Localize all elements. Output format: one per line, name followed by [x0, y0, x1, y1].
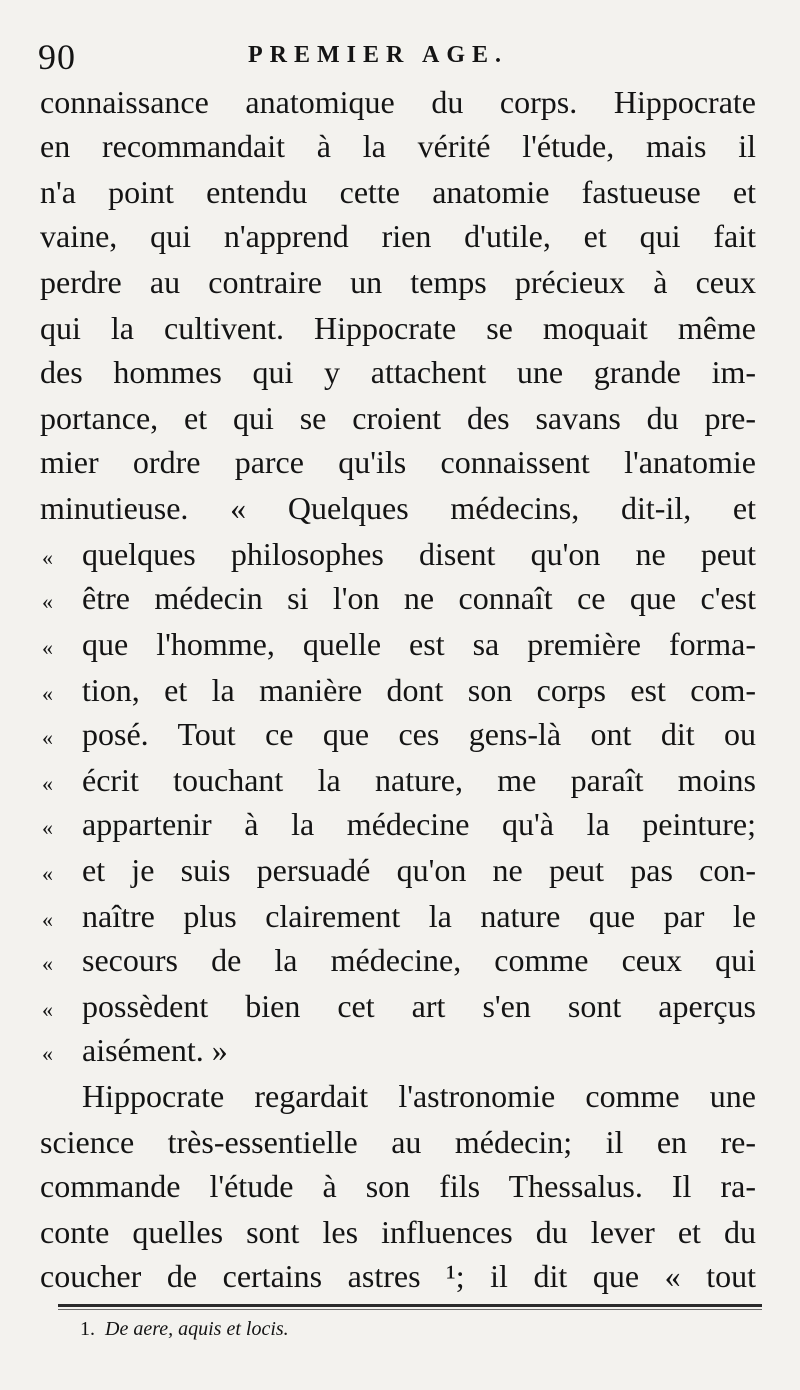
- footnote-number: 1.: [80, 1318, 95, 1340]
- quote-mark: «: [42, 907, 53, 932]
- quote-mark: «: [42, 951, 53, 976]
- quote-mark: «: [42, 861, 53, 886]
- text-line: vaine, qui n'apprend rien d'utile, et qui fait: [40, 218, 756, 254]
- text-line: commande l'étude à son fils Thessalus. Il ra-: [40, 1168, 756, 1204]
- page-number: 90: [38, 37, 76, 77]
- text-line: qui la cultivent. Hippocrate se moquait même: [40, 310, 756, 346]
- footnote: [80, 1318, 289, 1341]
- text-line: des hommes qui y attachent une grande im-: [40, 354, 756, 390]
- footnote-text: De aere, aquis et locis.: [105, 1318, 289, 1340]
- text-line: mier ordre parce qu'ils connaissent l'anatomie: [40, 444, 756, 480]
- quote-mark: «: [42, 635, 53, 660]
- quote-line: « appartenir à la médecine qu'à la peinture;: [42, 802, 756, 846]
- text-line: Hippocrate regardait l'astronomie comme une: [82, 1078, 756, 1114]
- quote-line: « naître plus clairement la nature que par le: [42, 894, 756, 938]
- page-header: [38, 36, 758, 80]
- quote-mark: «: [42, 815, 53, 840]
- text-line: minutieuse. « Quelques médecins, dit-il, et: [40, 490, 756, 526]
- running-head: PREMIER AGE.: [248, 42, 509, 68]
- text-line: coucher de certains astres ¹; il dit que « tout: [40, 1258, 756, 1294]
- quote-mark: «: [42, 681, 53, 706]
- quote-line: « aisément. »: [42, 1028, 756, 1072]
- quote-mark: «: [42, 997, 53, 1022]
- quote-line: « que l'homme, quelle est sa première forma-: [42, 622, 756, 666]
- footnote-rule: [58, 1304, 762, 1307]
- quote-mark: «: [42, 1041, 53, 1066]
- text-line: conte quelles sont les influences du lever et du: [40, 1214, 756, 1250]
- quote-line: « être médecin si l'on ne connaît ce que c'est: [42, 576, 756, 620]
- quote-line: « secours de la médecine, comme ceux qui: [42, 938, 756, 982]
- quote-mark: «: [42, 589, 53, 614]
- quote-line: « quelques philosophes disent qu'on ne peut: [42, 532, 756, 576]
- quote-mark: «: [42, 771, 53, 796]
- quote-line: « et je suis persuadé qu'on ne peut pas con-: [42, 848, 756, 892]
- quote-line: « possèdent bien cet art s'en sont aperçus: [42, 984, 756, 1028]
- quote-line: « posé. Tout ce que ces gens-là ont dit ou: [42, 712, 756, 756]
- text-line: science très-essentielle au médecin; il en re-: [40, 1124, 756, 1160]
- footnote-rule-thin: [58, 1309, 762, 1310]
- quote-line: « tion, et la manière dont son corps est com-: [42, 668, 756, 712]
- text-line: connaissance anatomique du corps. Hippocrate: [40, 84, 756, 120]
- text-line: portance, et qui se croient des savans du pre-: [40, 400, 756, 436]
- text-line: n'a point entendu cette anatomie fastueuse et: [40, 174, 756, 210]
- text-line: perdre au contraire un temps précieux à ceux: [40, 264, 756, 300]
- text-line: en recommandait à la vérité l'étude, mais il: [40, 128, 756, 164]
- quote-line: « écrit touchant la nature, me paraît moins: [42, 758, 756, 802]
- quote-mark: «: [42, 725, 53, 750]
- quote-mark: «: [42, 545, 53, 570]
